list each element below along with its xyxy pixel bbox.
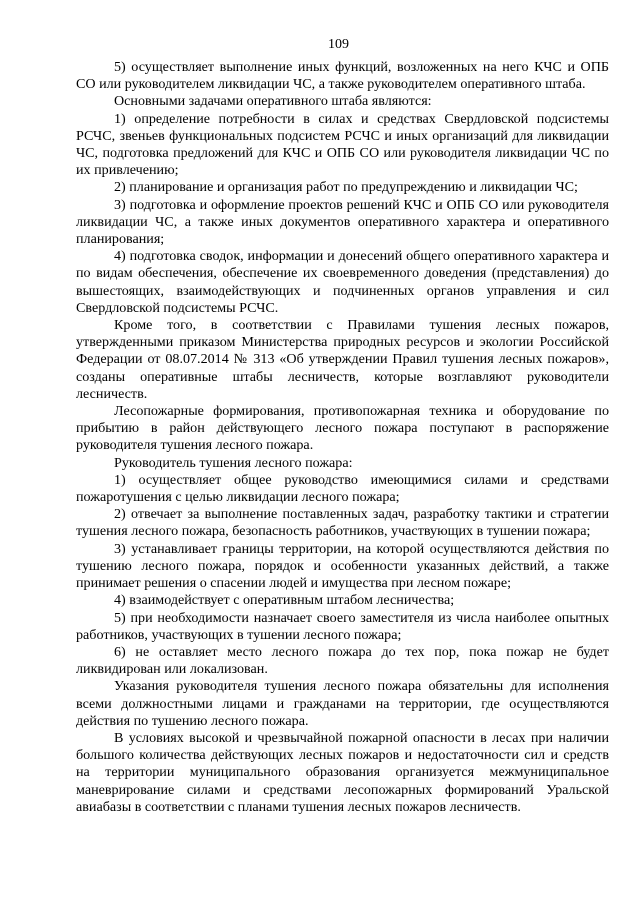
- paragraph: 2) планирование и организация работ по предупреждению и ликвидации ЧС;: [114, 179, 578, 196]
- page-number: 109: [328, 37, 349, 52]
- paragraph: 3) подготовка и оформление проектов решений КЧС и ОПБ СО или руководителя ликвидации ЧС, а также иных документов оперативного характера и оперативного планирования;: [76, 196, 609, 248]
- paragraph: Указания руководителя тушения лесного пожара обязательны для исполнения всеми должностными лицами и гражданами на территории, где осуществляются действия по тушению лесного пожара.: [76, 678, 609, 729]
- paragraph: 1) определение потребности в силах и средствах Свердловской подсистемы РСЧС, звеньев функциональных подсистем РСЧС и иных организаций для ликвидации ЧС, подготовка предложений для КЧС и ОПБ СО или руководителя ликвидации ЧС по их привлечению;: [76, 110, 609, 179]
- paragraph: 1) осуществляет общее руководство имеющимися силами и средствами пожаротушения с целью ликвидации лесного пожара;: [76, 471, 609, 506]
- paragraph: Основными задачами оперативного штаба являются:: [114, 93, 432, 110]
- paragraph: Кроме того, в соответствии с Правилами тушения лесных пожаров, утвержденными приказом Министерства природных ресурсов и экологии Российской Федерации от 08.07.2014 № 313 «Об утверждении Правил тушения лесных пожаров», созданы оперативные штабы лесничеств, которые возглавляют руководители лесничеств.: [76, 317, 609, 402]
- paragraph: Лесопожарные формирования, противопожарная техника и оборудование по прибытию в район действующего лесного пожара поступают в распоряжение руководителя тушения лесного пожара.: [76, 403, 609, 454]
- paragraph: 2) отвечает за выполнение поставленных задач, разработку тактики и стратегии тушения лесного пожара, безопасность работников, участвующих в тушении пожара;: [76, 506, 609, 540]
- paragraph: 4) подготовка сводок, информации и донесений общего оперативного характера и по видам обеспечения, обеспечение их своевременного доведения (представления) до вышестоящих, взаимодействующих и подчиненных органов управления и сил Свердловской подсистемы РСЧС.: [76, 248, 609, 316]
- paragraph: Руководитель тушения лесного пожара:: [114, 454, 353, 471]
- document-page: [76, 36, 609, 816]
- paragraph: В условиях высокой и чрезвычайной пожарной опасности в лесах при наличии большого количества действующих лесных пожаров и недостаточности сил и средств на территории муниципального образования организуется межмуниципальное маневрирование силами и средствами лесопожарных формирований Уральской авиабазы в соответствии с планами тушения лесных пожаров лесничеств.: [76, 729, 609, 815]
- paragraph: 4) взаимодействует с оперативным штабом лесничества;: [114, 592, 455, 609]
- paragraph: 3) устанавливает границы территории, на которой осуществляются действия по тушению лесного пожара, порядок и особенности указанных действий, а также принимает решения о спасении людей и имущества при лесном пожаре;: [76, 540, 609, 592]
- paragraph: 5) при необходимости назначает своего заместителя из числа наиболее опытных работников, участвующих в тушении лесного пожара;: [76, 609, 609, 643]
- paragraph: 5) осуществляет выполнение иных функций, возложенных на него КЧС и ОПБ СО или руководителем ликвидации ЧС, а также руководителем оперативного штаба.: [76, 59, 609, 93]
- paragraph: 6) не оставляет место лесного пожара до тех пор, пока пожар не будет ликвидирован или локализован.: [76, 643, 609, 678]
